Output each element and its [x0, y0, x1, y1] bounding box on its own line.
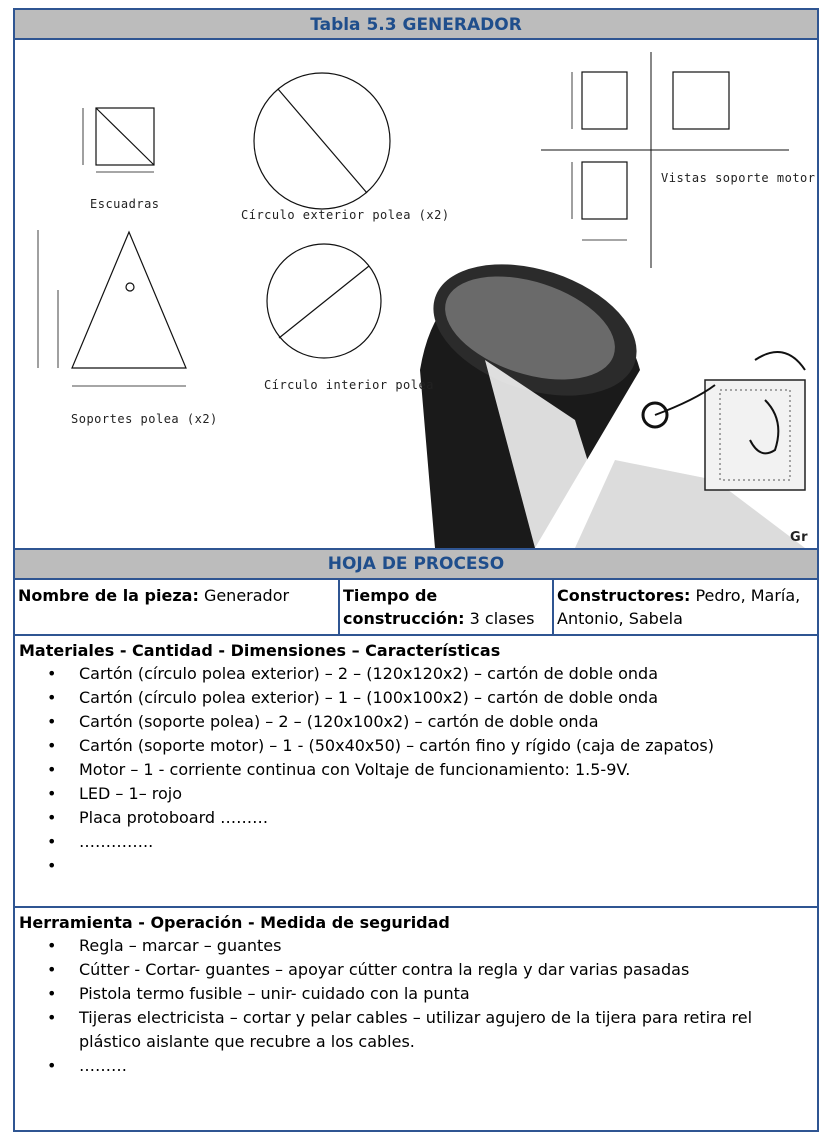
list-item-text: Pistola termo fusible – unir- cuidado con la punta — [79, 984, 470, 1003]
motor-view-side-shape — [673, 72, 729, 129]
list-item — [19, 734, 813, 758]
escuadra-diagonal-shape — [96, 108, 154, 165]
piece-name-cell — [15, 580, 340, 634]
list-item-text: Cartón (círculo polea exterior) – 1 – (100x100x2) – cartón de doble onda — [79, 688, 659, 707]
list-item — [19, 830, 813, 854]
bullet-icon: • — [47, 664, 57, 683]
builders-label: Constructores: — [557, 586, 691, 605]
table-frame — [13, 8, 819, 1132]
label-soportes-polea: Soportes polea (x2) — [71, 412, 218, 426]
list-item — [19, 1054, 813, 1078]
bullet-icon: • — [47, 1008, 57, 1027]
photo-watermark: Gr — [790, 530, 809, 545]
list-item-text: Cútter - Cortar- guantes – apoyar cútter contra la regla y dar varias pasadas — [79, 960, 690, 979]
motor-view-top-shape — [582, 162, 627, 219]
list-item — [19, 686, 813, 710]
list-item-text: Regla – marcar – guantes — [79, 936, 282, 955]
label-vistas-soporte: Vistas soporte motor — [661, 171, 816, 185]
bullet-icon: • — [47, 960, 57, 979]
list-item — [19, 758, 813, 782]
list-item-text: Placa protoboard ……… — [79, 808, 269, 827]
technical-drawing — [15, 40, 817, 548]
bullet-icon: • — [47, 984, 57, 1003]
bullet-icon: • — [47, 856, 57, 875]
list-item-text: Cartón (soporte motor) – 1 - (50x40x50) – cartón fino y rígido (caja de zapatos) — [79, 736, 715, 755]
exterior-pulley-diameter-shape — [278, 89, 367, 193]
list-item — [19, 1006, 813, 1054]
materials-section — [15, 636, 817, 908]
interior-pulley-diameter-shape — [279, 266, 369, 338]
list-item — [19, 958, 813, 982]
builders-cell — [554, 580, 817, 634]
bullet-icon: • — [47, 760, 57, 779]
label-circulo-exterior: Círculo exterior polea (x2) — [241, 208, 450, 222]
materials-list — [19, 662, 813, 878]
list-item-text: LED – 1– rojo — [79, 784, 183, 803]
process-title: HOJA DE PROCESO — [15, 548, 817, 580]
builders-value-1: Pedro, María, — [695, 586, 801, 605]
list-item — [19, 854, 813, 878]
bullet-icon: • — [47, 1056, 57, 1075]
motor-view-front-shape — [582, 72, 627, 129]
list-item-text: Cartón (soporte polea) – 2 – (120x100x2) – cartón de doble onda — [79, 712, 599, 731]
tools-heading: Herramienta - Operación - Medida de seguridad — [19, 913, 450, 932]
pulley-support-triangle-shape — [72, 232, 186, 368]
materials-heading: Materiales - Cantidad - Dimensiones – Características — [19, 641, 501, 660]
tools-section — [15, 908, 817, 1132]
build-time-label-2: construcción: — [343, 609, 465, 628]
label-circulo-interior: Círculo interior polea — [264, 378, 434, 392]
list-item — [19, 934, 813, 958]
table-title: Tabla 5.3 GENERADOR — [15, 10, 817, 40]
piece-name-label: Nombre de la pieza: — [18, 586, 199, 605]
list-item-text: Motor – 1 - corriente continua con Voltaje de funcionamiento: 1.5-9V. — [79, 760, 631, 779]
bullet-icon: • — [47, 736, 57, 755]
piece-name-value: Generador — [203, 586, 290, 605]
bullet-icon: • — [47, 808, 57, 827]
list-item-text: Tijeras electricista – cortar y pelar cables – utilizar agujero de la tijera para retira rel plástico aislante que recubre a los cables. — [79, 1008, 753, 1051]
list-item-text: Cartón (círculo polea exterior) – 2 – (120x120x2) – cartón de doble onda — [79, 664, 659, 683]
list-item — [19, 710, 813, 734]
label-escuadras: Escuadras — [90, 197, 160, 211]
bullet-icon: • — [47, 712, 57, 731]
build-time-cell — [340, 580, 554, 634]
bullet-icon: • — [47, 688, 57, 707]
build-time-label-1: Tiempo de — [343, 586, 438, 605]
build-time-value: 3 clases — [469, 609, 535, 628]
pulley-support-hole-shape — [126, 283, 134, 291]
list-item — [19, 806, 813, 830]
bullet-icon: • — [47, 936, 57, 955]
bullet-icon: • — [47, 784, 57, 803]
list-item — [19, 982, 813, 1006]
list-item — [19, 782, 813, 806]
generator-photo — [417, 240, 805, 548]
builders-value-2: Antonio, Sabela — [557, 609, 683, 628]
tools-list — [19, 934, 813, 1078]
list-item-text: ……… — [79, 1056, 127, 1075]
drawing-canvas — [15, 40, 817, 548]
bullet-icon: • — [47, 832, 57, 851]
list-item-text: ………….. — [79, 832, 154, 851]
interior-pulley-circle-shape — [267, 244, 381, 358]
info-row — [15, 580, 817, 636]
list-item — [19, 662, 813, 686]
